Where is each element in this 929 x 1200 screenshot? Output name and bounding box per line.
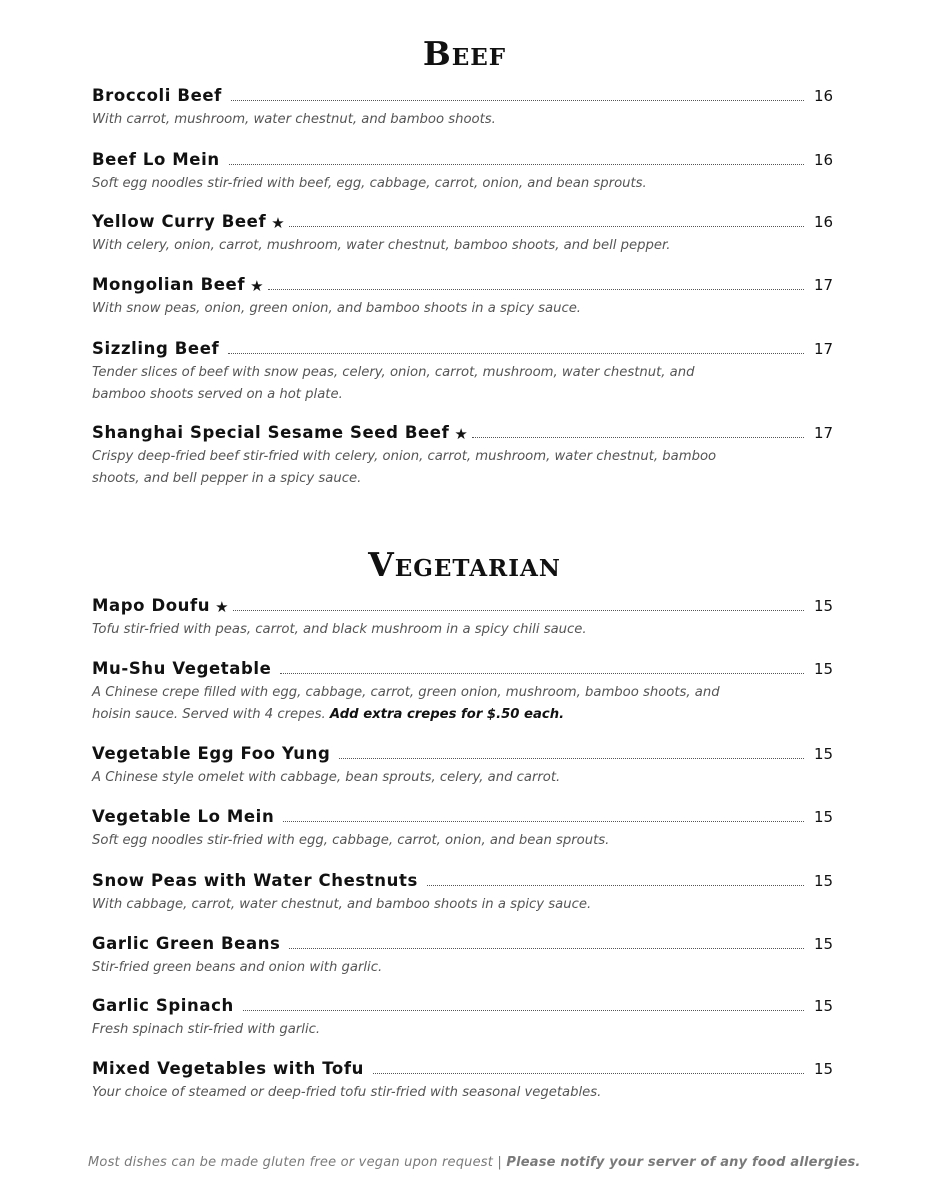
extra-crepes-note: Add extra crepes for $.50 each. <box>329 707 565 722</box>
item-price: 15 <box>814 808 834 826</box>
item-price: 15 <box>814 997 834 1015</box>
item-description: Soft egg noodles stir-fried with beef, egg, cabbage, carrot, onion, and bean sprouts. <box>92 176 647 191</box>
item-name: Broccoli Beef <box>92 86 222 105</box>
dot-leader <box>289 225 804 227</box>
item-description <box>92 682 752 726</box>
vegetarian-section-title: Vegetarian <box>368 545 561 584</box>
item-description: A Chinese style omelet with cabbage, bean sprouts, celery, and carrot. <box>92 770 561 785</box>
item-name: Garlic Spinach <box>92 996 234 1015</box>
item-name: Mapo Doufu <box>92 596 211 615</box>
item-name: Garlic Green Beans <box>92 934 281 953</box>
item-description: Fresh spinach stir-fried with garlic. <box>92 1022 321 1037</box>
footer-dietary-note: Most dishes can be made gluten free or vegan upon request | <box>88 1155 502 1170</box>
menu-item <box>92 805 832 852</box>
spicy-star-icon: ★ <box>215 598 229 616</box>
menu-item <box>92 594 832 641</box>
item-price: 16 <box>814 87 834 105</box>
dot-leader <box>289 947 804 949</box>
item-price: 17 <box>814 424 834 442</box>
item-description-text: A Chinese crepe filled with egg, cabbage, carrot, green onion, mushroom, bamboo shoots, and hoisin sauce. Served with 4 crepes. <box>92 685 720 722</box>
dot-leader <box>472 436 804 438</box>
dot-leader <box>233 609 804 611</box>
item-price: 17 <box>814 276 834 294</box>
footer-allergy-note: Please notify your server of any food allergies. <box>506 1155 861 1170</box>
dot-leader <box>339 757 804 759</box>
dot-leader <box>231 99 804 101</box>
menu-item <box>92 84 832 131</box>
item-description: With celery, onion, carrot, mushroom, water chestnut, bamboo shoots, and bell pepper. <box>92 238 671 253</box>
dot-leader <box>373 1072 804 1074</box>
item-price: 15 <box>814 745 834 763</box>
item-description: Tender slices of beef with snow peas, celery, onion, carrot, mushroom, water chestnut, and bamboo shoots served on a hot plate. <box>92 365 695 402</box>
item-name: Sizzling Beef <box>92 339 220 358</box>
beef-section-title: Beef <box>422 34 507 73</box>
menu-item <box>92 337 832 406</box>
item-name: Vegetable Egg Foo Yung <box>92 744 331 763</box>
menu-item <box>92 869 832 916</box>
spicy-star-icon: ★ <box>454 425 468 443</box>
item-name: Shanghai Special Sesame Seed Beef <box>92 423 450 442</box>
item-price: 15 <box>814 1060 834 1078</box>
footer-note <box>88 1155 861 1170</box>
item-name: Mu-Shu Vegetable <box>92 659 272 678</box>
item-price: 15 <box>814 597 834 615</box>
item-description: Soft egg noodles stir-fried with egg, cabbage, carrot, onion, and bean sprouts. <box>92 833 610 848</box>
menu-item <box>92 1057 832 1104</box>
spicy-star-icon: ★ <box>271 214 285 232</box>
menu-item <box>92 210 832 257</box>
dot-leader <box>427 884 804 886</box>
menu-item <box>92 932 832 979</box>
item-description: With snow peas, onion, green onion, and bamboo shoots in a spicy sauce. <box>92 301 581 316</box>
dot-leader <box>283 820 804 822</box>
item-description: Stir-fried green beans and onion with garlic. <box>92 960 383 975</box>
item-description: With cabbage, carrot, water chestnut, and bamboo shoots in a spicy sauce. <box>92 897 592 912</box>
item-description: With carrot, mushroom, water chestnut, and bamboo shoots. <box>92 112 496 127</box>
dot-leader <box>228 352 804 354</box>
item-name: Mongolian Beef <box>92 275 246 294</box>
item-name: Mixed Vegetables with Tofu <box>92 1059 364 1078</box>
dot-leader <box>268 288 804 290</box>
spicy-star-icon: ★ <box>250 277 264 295</box>
menu-item <box>92 273 832 320</box>
item-description: Your choice of steamed or deep-fried tofu stir-fried with seasonal vegetables. <box>92 1085 602 1100</box>
item-price: 15 <box>814 935 834 953</box>
menu-item <box>92 994 832 1041</box>
item-price: 16 <box>814 151 834 169</box>
item-description: Crispy deep-fried beef stir-fried with celery, onion, carrot, mushroom, water chestnut, bamboo shoots, and bell pepper in a spicy sauce. <box>92 449 717 486</box>
item-name: Snow Peas with Water Chestnuts <box>92 871 418 890</box>
menu-item <box>92 421 832 490</box>
item-price: 15 <box>814 660 834 678</box>
item-name: Yellow Curry Beef <box>92 212 267 231</box>
dot-leader <box>280 672 804 674</box>
item-price: 15 <box>814 872 834 890</box>
item-name: Vegetable Lo Mein <box>92 807 275 826</box>
menu-item <box>92 742 832 789</box>
item-description: Tofu stir-fried with peas, carrot, and black mushroom in a spicy chili sauce. <box>92 622 587 637</box>
dot-leader <box>229 163 804 165</box>
menu-item <box>92 657 832 726</box>
dot-leader <box>243 1009 804 1011</box>
item-price: 17 <box>814 340 834 358</box>
item-price: 16 <box>814 213 834 231</box>
item-name: Beef Lo Mein <box>92 150 220 169</box>
menu-item <box>92 148 832 195</box>
